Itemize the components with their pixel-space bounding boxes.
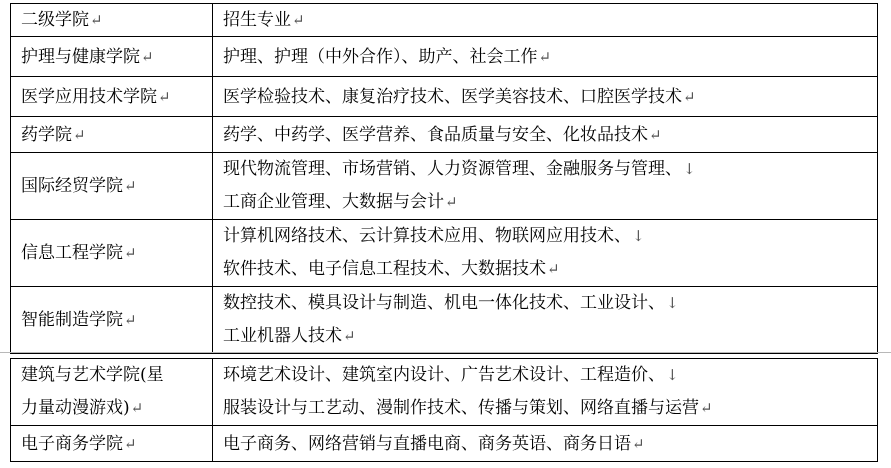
table-row [11,77,878,117]
majors-line [223,320,877,353]
majors-line [223,287,877,320]
college-cell [11,359,213,426]
majors-text: 药学、中药学、医学营养、食品质量与安全、化妆品技术 [223,124,648,145]
majors-line [223,392,877,425]
table-row [11,287,878,354]
page-break-line [0,352,891,353]
college-name: 药学院 [21,124,72,145]
majors-text: 服装设计与工艺动、漫制作技术、传播与策划、网络直播与运营 [223,398,699,418]
majors-table-page1 [10,3,878,354]
table-row [11,426,878,462]
majors-cell [213,153,878,220]
table-row [11,117,878,153]
college-cell [11,426,213,462]
table-row [11,37,878,77]
majors-cell [213,220,878,287]
majors-line [223,253,877,286]
header-college-text: 二级学院 [21,10,89,30]
cell-end-mark: ↵ [649,125,662,144]
majors-text: 软件技术、电子信息工程技术、大数据技术 [223,259,546,279]
college-cell [11,287,213,354]
cell-end-mark: ↵ [141,47,154,66]
college-name: 国际经贸学院 [21,176,123,196]
majors-line [223,220,877,253]
college-name: 医学应用技术学院 [21,86,157,107]
table-header-row [11,4,878,37]
line-break-mark: ↓ [666,294,679,312]
majors-text: 电子商务、网络营销与直播电商、商务英语、商务日语 [223,433,631,454]
cell-end-mark: ↵ [700,399,713,417]
majors-line [223,186,877,219]
college-name: 建筑与艺术学院(星 [21,365,164,385]
table-row [11,220,878,287]
cell-end-mark: ↵ [130,399,144,417]
college-name: 护理与健康学院 [21,46,140,67]
college-cell [11,117,213,153]
college-line [21,392,212,425]
majors-text: 环境艺术设计、建筑室内设计、广告艺术设计、工程造价、 [223,365,665,385]
college-cell [11,153,213,220]
cell-end-mark: ↵ [683,87,696,106]
majors-text: 现代物流管理、市场营销、人力资源管理、金融服务与管理、 [223,159,682,179]
majors-cell [213,359,878,426]
college-name: 信息工程学院 [21,243,123,263]
cell-end-mark: ↵ [343,327,356,345]
majors-text: 数控技术、模具设计与制造、机电一体化技术、工业设计、 [223,293,665,313]
cell-end-mark: ↵ [538,47,552,66]
majors-cell [213,37,878,77]
table-row [11,359,878,426]
cell-end-mark: ↵ [124,311,137,329]
cell-end-mark: ↵ [124,244,137,262]
cell-end-mark: ↵ [158,87,171,106]
cell-end-mark: ↵ [90,11,103,29]
college-cell [11,37,213,77]
majors-text: 医学检验技术、康复治疗技术、医学美容技术、口腔医学技术 [223,86,682,107]
header-majors-text: 招生专业 [223,10,291,30]
cell-end-mark: ↵ [632,434,645,453]
majors-line [223,153,877,186]
majors-table-page2 [10,358,878,462]
college-name: 电子商务学院 [21,433,123,454]
cell-end-mark: ↵ [124,177,137,195]
majors-text: 工商企业管理、大数据与会计 [223,192,444,212]
cell-end-mark: ↵ [73,125,86,144]
majors-cell [213,77,878,117]
majors-text: 计算机网络技术、云计算技术应用、物联网应用技术、 [223,226,631,246]
majors-cell [213,287,878,354]
cell-end-mark: ↵ [445,193,458,211]
table-row [11,153,878,220]
line-break-mark: ↓ [632,227,645,245]
college-name: 智能制造学院 [21,310,123,330]
cell-end-mark: ↵ [124,434,137,453]
majors-line [223,359,877,392]
line-break-mark: ↓ [683,160,696,178]
line-break-mark: ↓ [666,366,679,384]
majors-cell [213,117,878,153]
college-line [21,359,212,392]
college-cell [11,77,213,117]
college-cell [11,220,213,287]
header-cell-majors [213,4,878,37]
majors-text: 护理、护理（中外合作）、助产、社会工作 [223,46,538,67]
cell-end-mark: ↵ [547,260,560,278]
header-cell-college [11,4,213,37]
cell-end-mark: ↵ [292,11,305,29]
majors-cell [213,426,878,462]
college-name: 力量动漫游戏) [21,398,130,418]
majors-text: 工业机器人技术 [223,326,342,346]
